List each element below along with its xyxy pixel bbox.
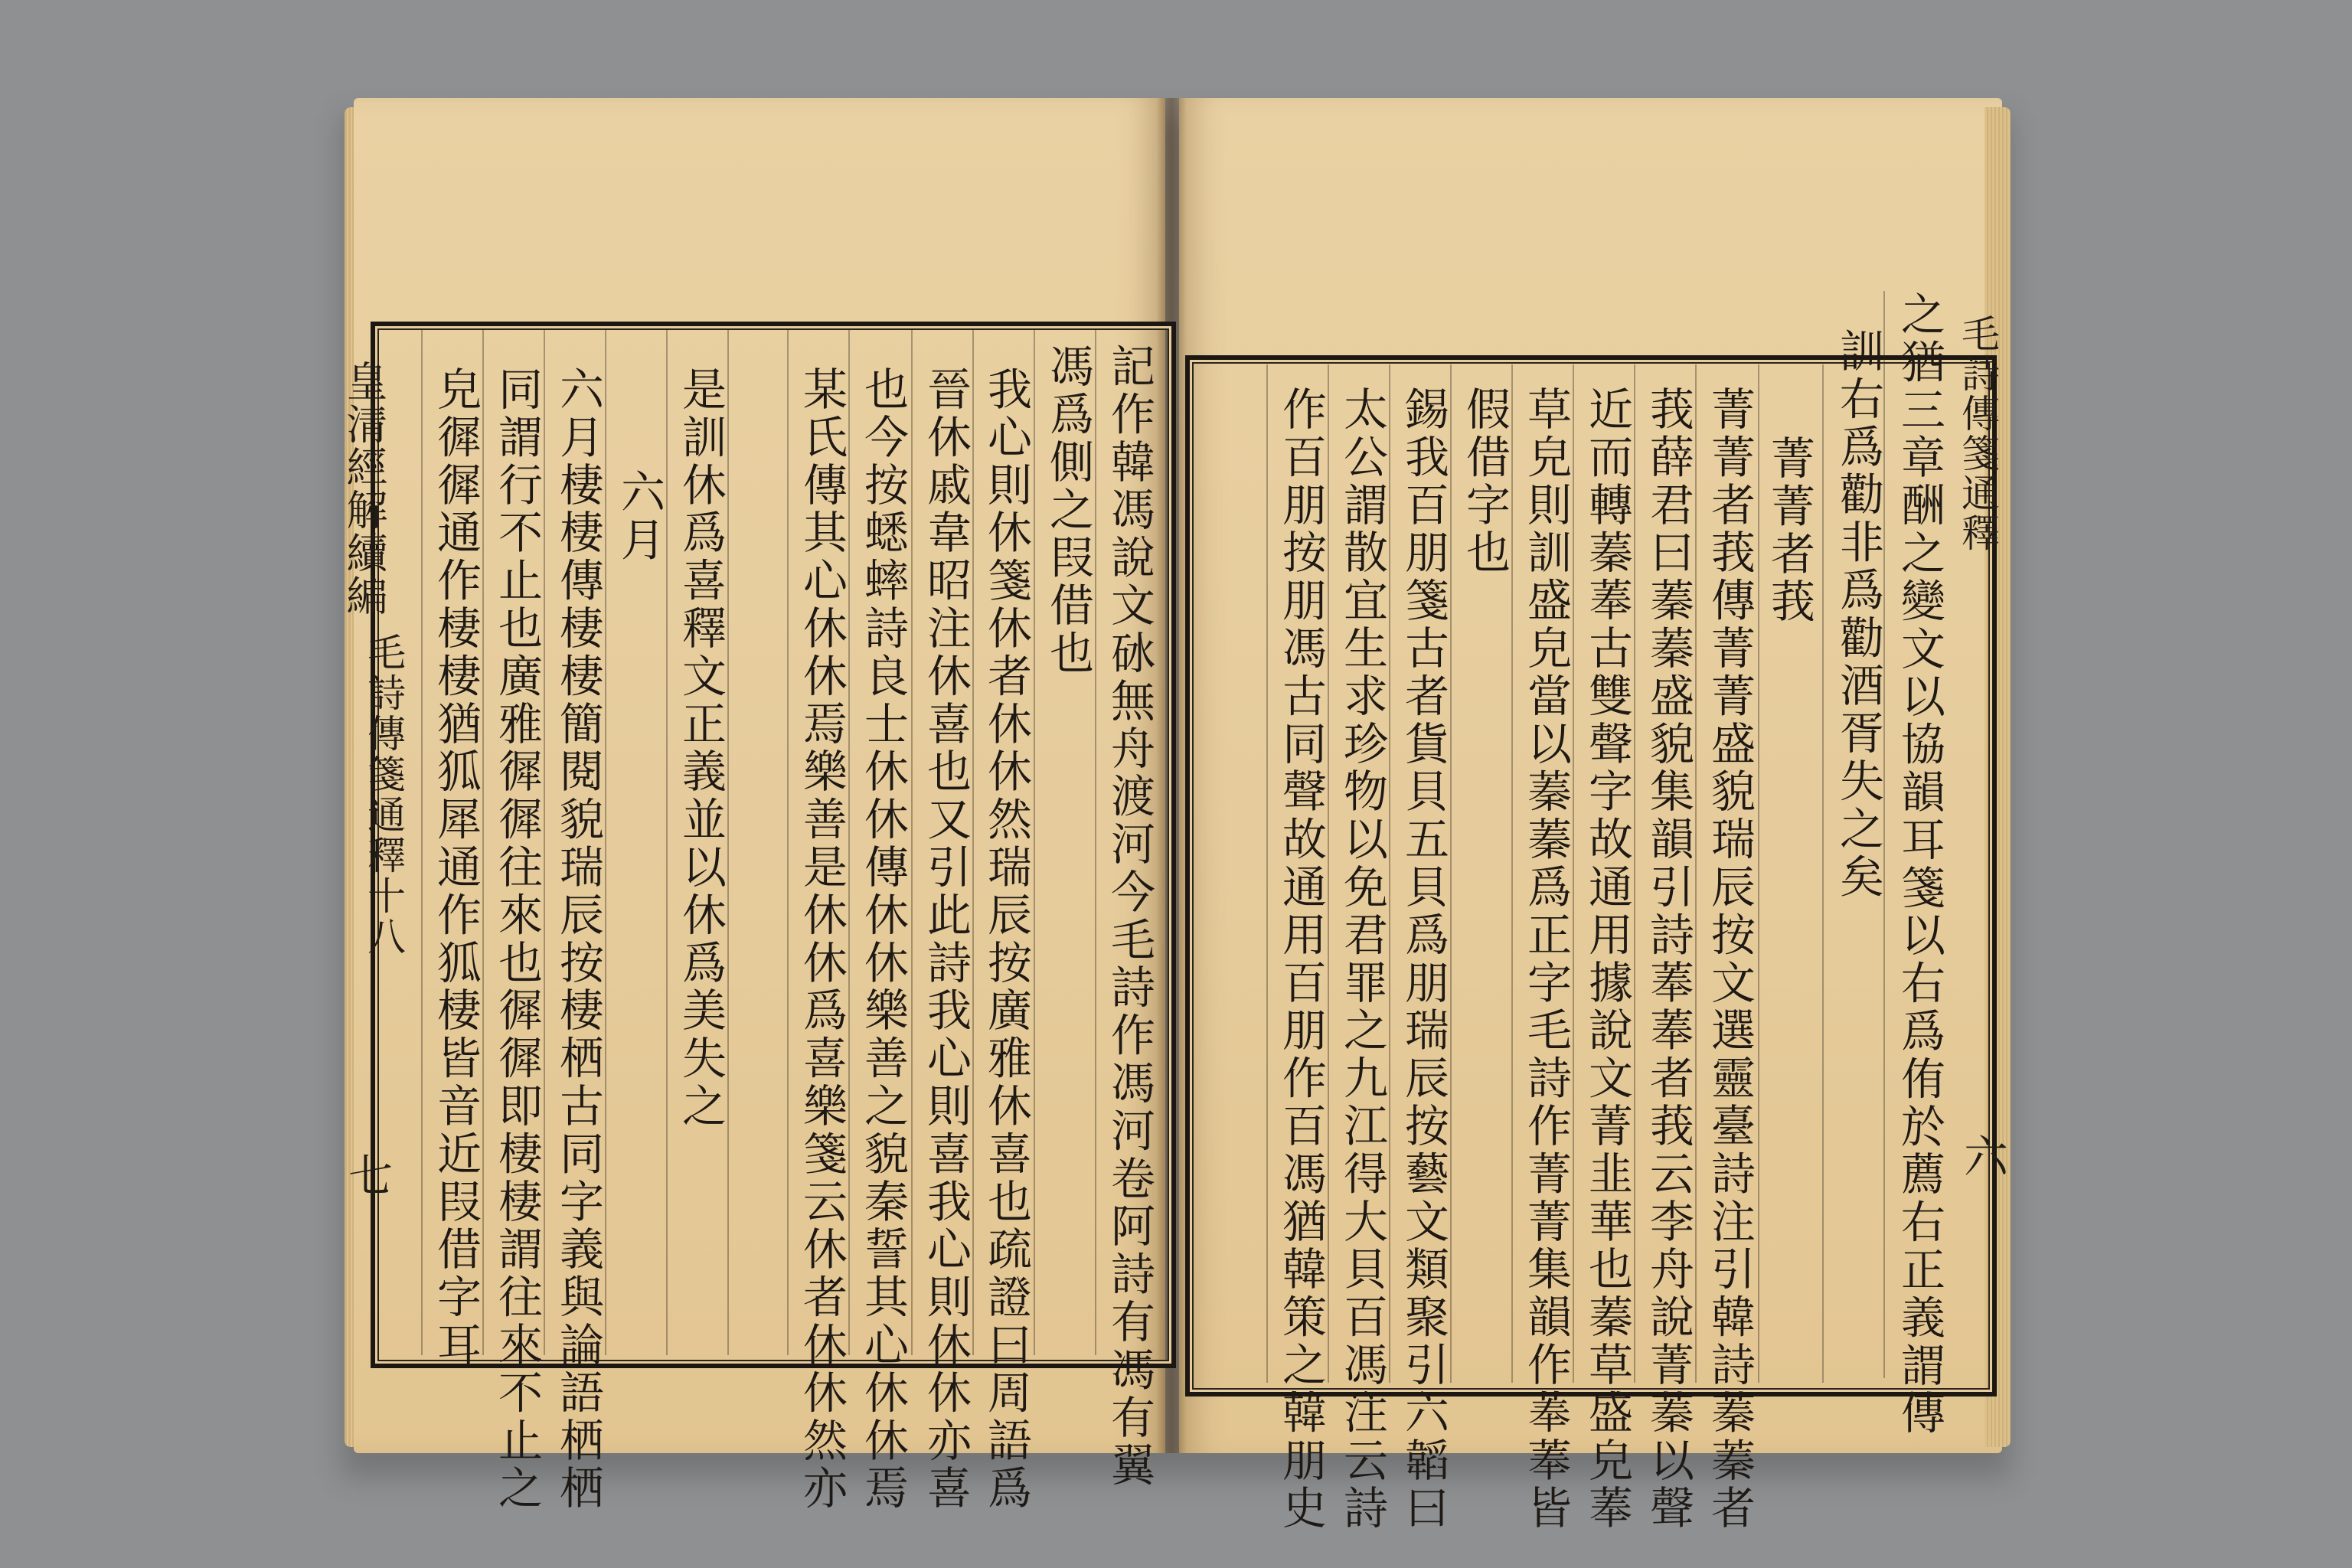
- right-column-2: 訓右爲勸非爲勸酒胥失之矣: [1832, 328, 1884, 901]
- left-column-2: 馮爲側之叚借也: [1042, 343, 1094, 678]
- left-rule: [1095, 329, 1096, 1355]
- left-rule: [421, 329, 423, 1355]
- right-rule: [1450, 364, 1452, 1383]
- left-column-10: 同謂行不止也廣雅徲徲往來也徲徲即棲棲謂往來不止之: [491, 366, 543, 1513]
- left-rule: [972, 329, 974, 1355]
- right-column-7: 草皃則訓盛皃當以蓁蓁爲正字毛詩作菁菁集韻作菶菶皆: [1520, 386, 1572, 1533]
- left-column-1: 記作韓馮說文砅無舟渡河今毛詩作馮河卷阿詩有馮有翼: [1103, 343, 1155, 1490]
- left-column-5: 晉休戚韋昭注休喜也又引此詩我心則喜我心則休休亦喜: [920, 366, 972, 1513]
- right-column-3: 菁菁者莪: [1763, 435, 1815, 626]
- left-column-3: 六月: [613, 469, 665, 564]
- left-column-8: 是訓休爲喜釋文正義並以休爲美失之: [675, 366, 727, 1131]
- right-rule: [1758, 364, 1759, 1383]
- right-column-8: 假借字也: [1459, 386, 1511, 577]
- left-column-4: 我心則休箋休者休休然瑞辰按廣雅休喜也疏證曰周語爲: [980, 366, 1032, 1513]
- left-column-6: 也今按蟋蟀詩良士休休傳休休樂善之貌秦誓其心休休焉: [857, 366, 909, 1513]
- right-column-6: 近而轉蓁菶古雙聲字故通用據說文菁韭華也蓁草盛皃菶: [1581, 386, 1633, 1533]
- right-rule: [1634, 364, 1635, 1383]
- left-spine-title: 皇清經解續編: [340, 360, 388, 617]
- left-rule: [1034, 329, 1035, 1355]
- right-column-11: 作百朋按朋馮古同聲故通用百朋作百馮猶韓策之韓朋史: [1275, 386, 1327, 1533]
- left-rule: [605, 329, 606, 1355]
- left-rule: [787, 329, 789, 1355]
- right-spine-title: 毛詩傳箋通釋: [1955, 314, 2000, 553]
- left-rule: [544, 329, 545, 1355]
- right-rule: [1328, 364, 1329, 1383]
- right-rule: [1883, 291, 1885, 1378]
- left-column-9: 六月棲棲傳棲棲簡閱貌瑞辰按棲栖古同字義與論語栖栖: [552, 366, 604, 1513]
- right-rule: [1695, 364, 1697, 1383]
- right-column-10: 太公謂散宜生求珍物以免君罪之九江得大貝百馮注云詩: [1336, 386, 1388, 1533]
- left-column-11: 皃徲徲通作棲棲猶狐犀通作狐棲皆音近叚借字耳: [430, 366, 482, 1370]
- right-column-9: 錫我百朋箋古者貨貝五貝爲朋瑞辰按藝文類聚引六韜曰: [1397, 386, 1449, 1533]
- left-rule: [727, 329, 729, 1355]
- right-column-4: 菁菁者莪傳菁菁盛貌瑞辰按文選靈臺詩注引韓詩蓁蓁者: [1704, 386, 1756, 1533]
- left-spine-subtitle: 毛詩傳箋通釋十八: [361, 632, 406, 957]
- right-rule: [1573, 364, 1574, 1383]
- right-column-5: 莪薛君曰蓁蓁盛貌集韻引詩菶菶者莪云李舟說菁蓁以聲: [1642, 386, 1694, 1533]
- right-column-1: 之猶三章酬之變文以協韻耳箋以右爲侑於薦右正義謂傳: [1893, 291, 1945, 1438]
- left-rule: [848, 329, 850, 1355]
- right-rule: [1511, 364, 1513, 1383]
- right-rule: [1389, 364, 1390, 1383]
- right-spine-folio: 六: [1956, 1133, 2008, 1181]
- right-rule: [1266, 364, 1268, 1383]
- left-rule: [911, 329, 913, 1355]
- left-spine-folio: 七: [341, 1152, 393, 1200]
- right-rule: [1822, 364, 1824, 1383]
- left-rule: [666, 329, 668, 1355]
- left-rule: [482, 329, 484, 1355]
- left-column-7: 某氏傳其心休休焉樂善是休休爲喜樂箋云休者休休然亦: [795, 366, 848, 1513]
